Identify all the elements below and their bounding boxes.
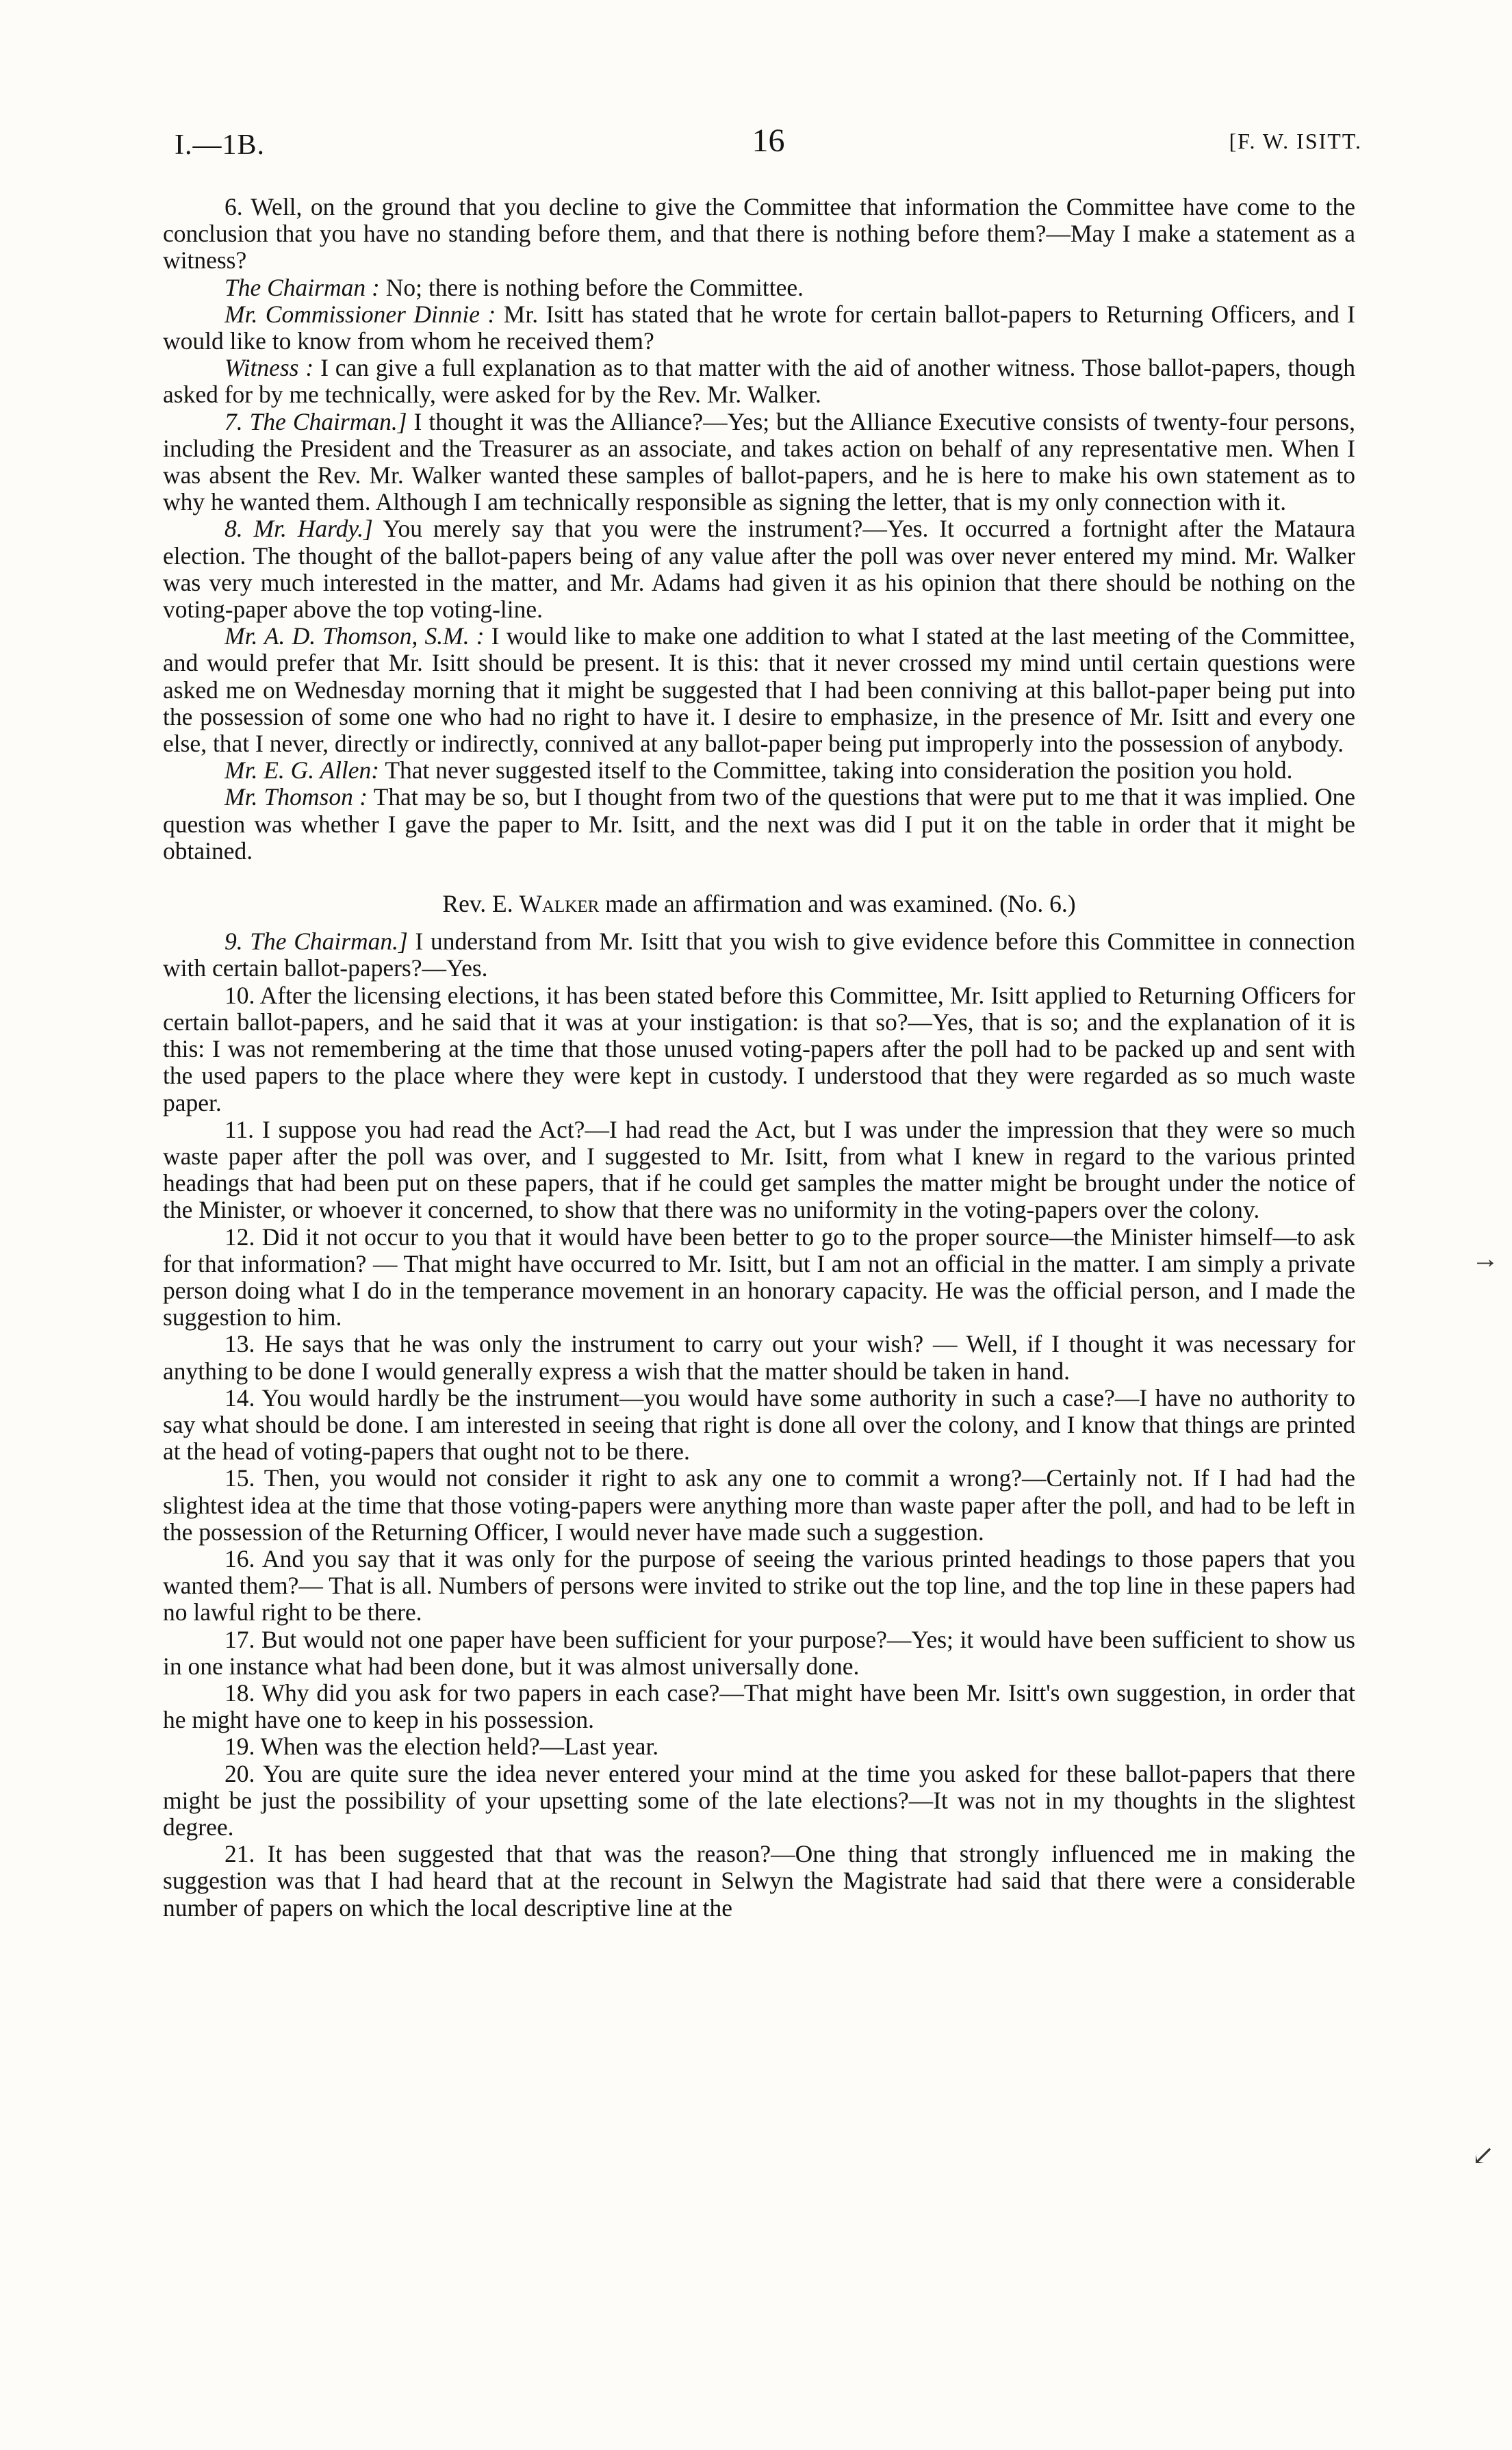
paragraph bbox=[163, 515, 1355, 623]
paragraph bbox=[163, 982, 1355, 1116]
paragraph-text: 17. But would not one paper have been sufficient for your purpose?—Yes; it would have been sufficient to show us in one instance what had been done, but it was almost universally done. bbox=[163, 1625, 1355, 1680]
speaker-label: Mr. Thomson : bbox=[225, 783, 368, 811]
paragraph-text: That never suggested itself to the Committee, taking into consideration the position you hold. bbox=[379, 756, 1293, 784]
paragraph bbox=[163, 1385, 1355, 1466]
paragraph bbox=[163, 1546, 1355, 1626]
paragraph bbox=[163, 275, 1355, 301]
paragraph bbox=[163, 1841, 1355, 1922]
paragraph bbox=[163, 409, 1355, 516]
speaker-label: Mr. E. G. Allen: bbox=[225, 756, 380, 784]
paragraph-text: 13. He says that he was only the instrument to carry out your wish? — Well, if I thought it was necessary for anything to be done I would generally express a wish that the matter should be taken in hand. bbox=[163, 1330, 1355, 1385]
witness-name: Walker bbox=[519, 890, 600, 918]
paragraph-text: 6. Well, on the ground that you decline to give the Committee that information the Committee have come to the conclusion that you have no standing before them, and that there is nothing before them?—May I make a statement as a witness? bbox=[163, 193, 1355, 275]
witness-reference: [F. W. ISITT. bbox=[1229, 129, 1362, 153]
paper-reference: I.—1B. bbox=[175, 129, 265, 161]
paragraph-text: 11. I suppose you had read the Act?—I had read the Act, but I was under the impression that they were so much waste paper after the poll was over, and I suggested to Mr. Isitt, from what I knew in regard to the various printed headings that had been put on these papers, that if he could get samples the matter might be brought under the notice of the Minister, or whoever it concerned, to show that there was no uniformity in the voting-papers over the colony. bbox=[163, 1115, 1355, 1224]
paragraph bbox=[163, 1331, 1355, 1384]
paragraph bbox=[163, 194, 1355, 275]
paragraph bbox=[163, 301, 1355, 355]
paragraph-text: Mr. Isitt has stated that he wrote for certain ballot-papers to Returning Officers, and I would like to know from whom he received them? bbox=[163, 300, 1355, 355]
margin-mark-arrow: ↙ bbox=[1472, 2140, 1495, 2171]
paragraph-text: I can give a full explanation as to that matter with the aid of another witness. Those ballot-papers, though asked for by me technically, were asked for by the Rev. Mr. Walker. bbox=[163, 354, 1355, 409]
speaker-label: 9. The Chairman.] bbox=[225, 928, 408, 956]
body-text bbox=[163, 194, 1355, 1922]
paragraph-text: 20. You are quite sure the idea never entered your mind at the time you asked for these ballot-papers that there might be just the possibility of your upsetting some of the late elections?—It was not in my thoughts in the slightest degree. bbox=[163, 1759, 1355, 1841]
paragraph bbox=[163, 1626, 1355, 1680]
paragraph bbox=[163, 355, 1355, 408]
witness-heading-suffix: made an affirmation and was examined. (No. 6.) bbox=[599, 890, 1076, 918]
paragraph bbox=[163, 1761, 1355, 1841]
paragraph-text: No; there is nothing before the Committee. bbox=[379, 273, 804, 301]
paragraph-text: 18. Why did you ask for two papers in each case?—That might have been Mr. Isitt's own suggestion, in order that he might have one to keep in his possession. bbox=[163, 1679, 1355, 1734]
speaker-label: The Chairman : bbox=[225, 273, 380, 301]
paragraph-text: 15. Then, you would not consider it right to ask any one to commit a wrong?—Certainly not. If I had had the slightest idea at the time that those voting-papers were anything more than waste paper after the poll, and had to be left in the possession of the Returning Officer, I would never have made such a suggestion. bbox=[163, 1464, 1355, 1546]
speaker-label: Witness : bbox=[225, 354, 314, 382]
paragraph-text: 21. It has been suggested that that was the reason?—One thing that strongly influenced me in making the suggestion was that I had heard that at the recount in Selwyn the Magistrate had said that there were a considerable number of papers on which the local descriptive line at the bbox=[163, 1840, 1355, 1922]
paragraph bbox=[163, 623, 1355, 757]
paragraph-text: 14. You would hardly be the instrument—you would have some authority in such a case?—I have no authority to say what should be done. I am interested in seeing that right is done all over the colony, and I know that things are printed at the head of voting-papers that ought not to be there. bbox=[163, 1383, 1355, 1466]
paragraph-text: 16. And you say that it was only for the purpose of seeing the various printed headings to those papers that you wanted them?— That is all. Numbers of persons were invited to strike out the top line, and the top line in these papers had no lawful right to be there. bbox=[163, 1544, 1355, 1626]
paragraph bbox=[163, 928, 1355, 982]
speaker-label: 8. Mr. Hardy.] bbox=[225, 515, 373, 543]
paragraph bbox=[163, 784, 1355, 865]
paragraph-text: I would like to make one addition to what I stated at the last meeting of the Committee, and would prefer that Mr. Isitt should be present. It is this: that it never crossed my mind until certain questions were asked me on Wednesday morning that it might be suggested that I had been conniving at this ballot-paper being put into the possession of some one who had no right to have it. I desire to emphasize, in the presence of Mr. Isitt and every one else, that I never, directly or indirectly, connived at any ballot-paper being put improperly into the possession of anybody. bbox=[163, 622, 1355, 758]
paragraph bbox=[163, 1733, 1355, 1760]
paragraph-text: 19. When was the election held?—Last year. bbox=[225, 1733, 659, 1761]
paragraph-text: You merely say that you were the instrument?—Yes. It occurred a fortnight after the Mataura election. The thought of the ballot-papers being of any value after the poll was over never entered my mind. Mr. Walker was very much interested in the matter, and Mr. Adams had given it as his opinion that there should be nothing on the voting-paper above the top voting-line. bbox=[163, 515, 1356, 624]
paragraph bbox=[163, 1680, 1355, 1733]
paragraph-text: I understand from Mr. Isitt that you wish to give evidence before this Committee in connection with certain ballot-papers?—Yes. bbox=[163, 928, 1355, 982]
paragraph-text: That may be so, but I thought from two of the questions that were put to me that it was implied. One question was whether I gave the paper to Mr. Isitt, and the next was did I put it on the table in order that it might be obtained. bbox=[163, 783, 1355, 865]
witness-heading-prefix: Rev. E. bbox=[442, 890, 520, 918]
paragraph bbox=[163, 757, 1355, 784]
speaker-label: Mr. Commissioner Dinnie : bbox=[225, 300, 496, 328]
page-number: 16 bbox=[752, 123, 785, 159]
speaker-label: 7. The Chairman.] bbox=[225, 407, 407, 435]
paragraph bbox=[163, 1465, 1355, 1546]
paragraph-text: 12. Did it not occur to you that it would have been better to go to the proper source—the Minister himself—to ask for that information? — That might have occurred to Mr. Isitt, but I am not an official in the matter. I am simply a private person doing what I do in the temperance movement in an honorary capacity. He was the official person, and I made the suggestion to him. bbox=[163, 1223, 1355, 1331]
paragraph bbox=[163, 1224, 1355, 1331]
speaker-label: Mr. A. D. Thomson, S.M. : bbox=[225, 622, 485, 650]
running-header bbox=[175, 122, 1362, 170]
paragraph bbox=[163, 1116, 1355, 1224]
margin-mark-arrow: → bbox=[1472, 1243, 1499, 1274]
paragraph-text: I thought it was the Alliance?—Yes; but the Alliance Executive consists of twenty-four persons, including the President and the Treasurer as an associate, and takes action on behalf of any representative men. When I was absent the Rev. Mr. Walker wanted these samples of ballot-papers, and he is here to make his own statement as to why he wanted them. Although I am technically responsible as signing the letter, that is my only connection with it. bbox=[163, 407, 1355, 516]
paragraph-text: 10. After the licensing elections, it has been stated before this Committee, Mr. Isitt applied to Returning Officers for certain ballot-papers, and he said that it was at your instigation: is that so?—Yes, that is so; and the explanation of it is this: I was not remembering at the time that those unused voting-papers after the poll had to be packed up and sent with the used papers to the place where they were kept in custody. I understood that they were regarded as so much waste paper. bbox=[163, 981, 1355, 1116]
witness-heading bbox=[163, 891, 1355, 917]
